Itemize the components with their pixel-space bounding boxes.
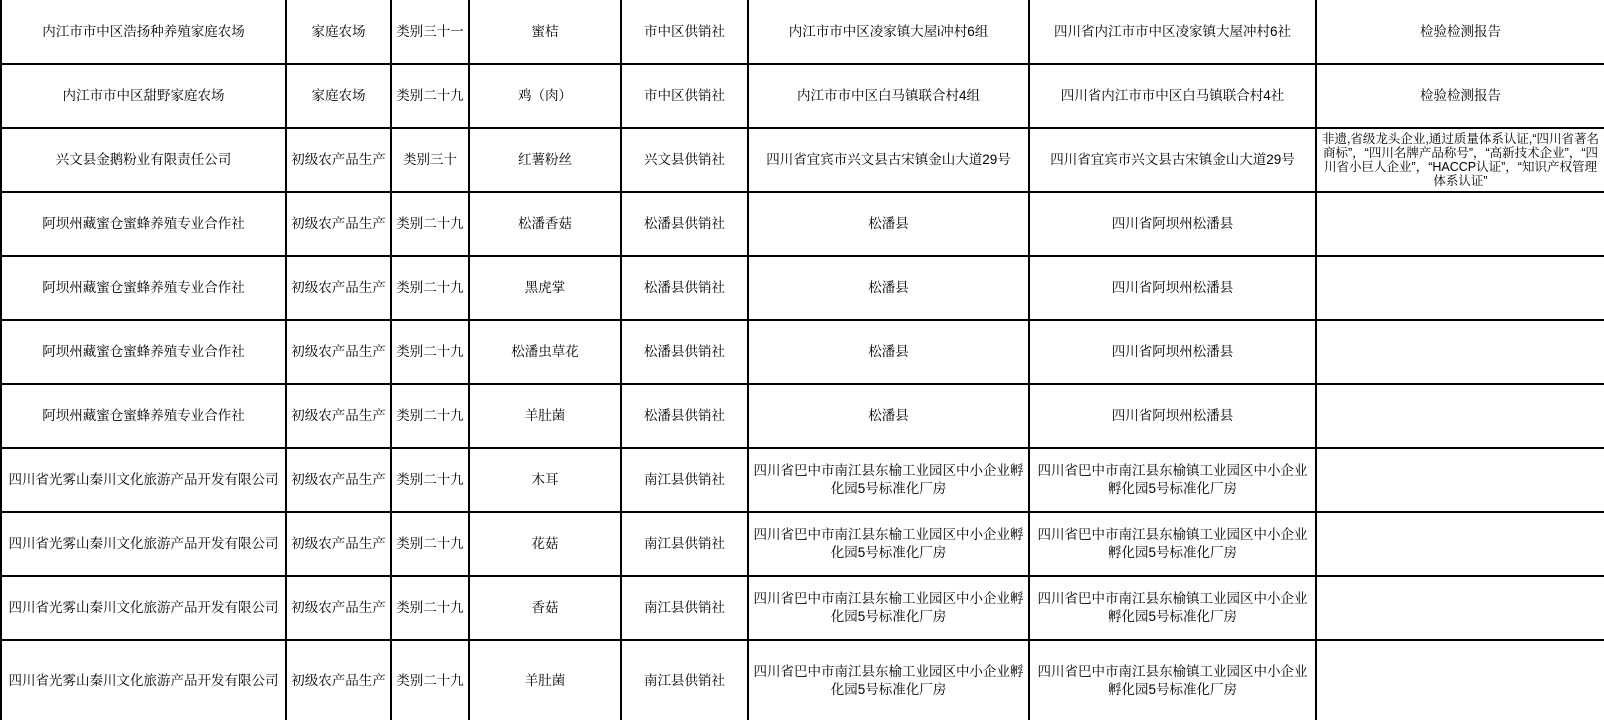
cell-product-name: 香菇 bbox=[469, 576, 621, 640]
cell-producer-type: 家庭农场 bbox=[286, 0, 391, 64]
cell-product-name: 蜜桔 bbox=[469, 0, 621, 64]
cell-production-address: 四川省巴中市南江县东榆工业园区中小企业孵化园5号标准化厂房 bbox=[748, 640, 1029, 720]
cell-producer-type: 初级农产品生产 bbox=[286, 640, 391, 720]
cell-product-name: 鸡（肉） bbox=[469, 64, 621, 128]
table-body bbox=[1, 0, 1604, 720]
cell-product-name: 红薯粉丝 bbox=[469, 128, 621, 192]
table-row bbox=[1, 256, 1604, 320]
cell-registered-address: 四川省巴中市南江县东榆镇工业园区中小企业孵化园5号标准化厂房 bbox=[1029, 448, 1316, 512]
cell-remarks bbox=[1316, 512, 1604, 576]
cell-remarks bbox=[1316, 448, 1604, 512]
cell-category: 类别二十九 bbox=[391, 448, 469, 512]
cell-category: 类别二十九 bbox=[391, 384, 469, 448]
cell-remarks bbox=[1316, 576, 1604, 640]
cell-cooperative: 南江县供销社 bbox=[621, 640, 748, 720]
cell-product-name: 松潘香菇 bbox=[469, 192, 621, 256]
cell-cooperative: 松潘县供销社 bbox=[621, 320, 748, 384]
cell-remarks bbox=[1316, 320, 1604, 384]
cell-company-name: 内江市市中区甜野家庭农场 bbox=[1, 64, 286, 128]
cell-remarks bbox=[1316, 192, 1604, 256]
cell-production-address: 松潘县 bbox=[748, 384, 1029, 448]
table-row bbox=[1, 64, 1604, 128]
cell-production-address: 松潘县 bbox=[748, 320, 1029, 384]
cell-cooperative: 南江县供销社 bbox=[621, 448, 748, 512]
cell-cooperative: 兴文县供销社 bbox=[621, 128, 748, 192]
cell-product-name: 黑虎掌 bbox=[469, 256, 621, 320]
cell-registered-address: 四川省阿坝州松潘县 bbox=[1029, 320, 1316, 384]
cell-cooperative: 市中区供销社 bbox=[621, 0, 748, 64]
cell-product-name: 花菇 bbox=[469, 512, 621, 576]
cell-remarks bbox=[1316, 256, 1604, 320]
cell-producer-type: 初级农产品生产 bbox=[286, 576, 391, 640]
cell-producer-type: 初级农产品生产 bbox=[286, 512, 391, 576]
table-row bbox=[1, 512, 1604, 576]
cell-company-name: 阿坝州藏蜜仓蜜蜂养殖专业合作社 bbox=[1, 384, 286, 448]
cell-registered-address: 四川省巴中市南江县东榆镇工业园区中小企业孵化园5号标准化厂房 bbox=[1029, 576, 1316, 640]
cell-production-address: 内江市市中区白马镇联合村4组 bbox=[748, 64, 1029, 128]
table-row bbox=[1, 448, 1604, 512]
cell-company-name: 四川省光雾山秦川文化旅游产品开发有限公司 bbox=[1, 512, 286, 576]
cell-production-address: 四川省宜宾市兴文县古宋镇金山大道29号 bbox=[748, 128, 1029, 192]
cell-registered-address: 四川省巴中市南江县东榆镇工业园区中小企业孵化园5号标准化厂房 bbox=[1029, 640, 1316, 720]
cell-category: 类别二十九 bbox=[391, 192, 469, 256]
cell-registered-address: 四川省阿坝州松潘县 bbox=[1029, 192, 1316, 256]
cell-producer-type: 初级农产品生产 bbox=[286, 128, 391, 192]
cell-company-name: 四川省光雾山秦川文化旅游产品开发有限公司 bbox=[1, 448, 286, 512]
cell-registered-address: 四川省阿坝州松潘县 bbox=[1029, 384, 1316, 448]
cell-company-name: 兴文县金鹅粉业有限责任公司 bbox=[1, 128, 286, 192]
cell-producer-type: 初级农产品生产 bbox=[286, 320, 391, 384]
cell-producer-type: 家庭农场 bbox=[286, 64, 391, 128]
table-row bbox=[1, 384, 1604, 448]
table-row bbox=[1, 320, 1604, 384]
cell-category: 类别二十九 bbox=[391, 320, 469, 384]
cell-category: 类别三十 bbox=[391, 128, 469, 192]
cell-registered-address: 四川省巴中市南江县东榆镇工业园区中小企业孵化园5号标准化厂房 bbox=[1029, 512, 1316, 576]
cell-company-name: 四川省光雾山秦川文化旅游产品开发有限公司 bbox=[1, 576, 286, 640]
table-row bbox=[1, 640, 1604, 720]
cell-category: 类别二十九 bbox=[391, 576, 469, 640]
cell-remarks bbox=[1316, 640, 1604, 720]
cell-product-name: 木耳 bbox=[469, 448, 621, 512]
cell-category: 类别三十一 bbox=[391, 0, 469, 64]
table-row bbox=[1, 576, 1604, 640]
cell-remarks: 检验检测报告 bbox=[1316, 0, 1604, 64]
cell-company-name: 阿坝州藏蜜仓蜜蜂养殖专业合作社 bbox=[1, 256, 286, 320]
cell-company-name: 四川省光雾山秦川文化旅游产品开发有限公司 bbox=[1, 640, 286, 720]
cell-category: 类别二十九 bbox=[391, 256, 469, 320]
cell-company-name: 阿坝州藏蜜仓蜜蜂养殖专业合作社 bbox=[1, 320, 286, 384]
cell-production-address: 松潘县 bbox=[748, 192, 1029, 256]
cell-producer-type: 初级农产品生产 bbox=[286, 384, 391, 448]
cell-producer-type: 初级农产品生产 bbox=[286, 256, 391, 320]
table-row bbox=[1, 0, 1604, 64]
cell-company-name: 内江市市中区浩扬种养殖家庭农场 bbox=[1, 0, 286, 64]
cell-cooperative: 南江县供销社 bbox=[621, 576, 748, 640]
cell-product-name: 羊肚菌 bbox=[469, 384, 621, 448]
cell-producer-type: 初级农产品生产 bbox=[286, 192, 391, 256]
cell-production-address: 松潘县 bbox=[748, 256, 1029, 320]
cell-cooperative: 松潘县供销社 bbox=[621, 192, 748, 256]
table-row bbox=[1, 192, 1604, 256]
cell-cooperative: 松潘县供销社 bbox=[621, 256, 748, 320]
cell-production-address: 内江市市中区凌家镇大屋i冲村6组 bbox=[748, 0, 1029, 64]
cell-cooperative: 市中区供销社 bbox=[621, 64, 748, 128]
cell-registered-address: 四川省阿坝州松潘县 bbox=[1029, 256, 1316, 320]
cell-product-name: 羊肚菌 bbox=[469, 640, 621, 720]
cell-remarks: 检验检测报告 bbox=[1316, 64, 1604, 128]
cell-category: 类别二十九 bbox=[391, 640, 469, 720]
table-row bbox=[1, 128, 1604, 192]
cell-company-name: 阿坝州藏蜜仓蜜蜂养殖专业合作社 bbox=[1, 192, 286, 256]
cell-production-address: 四川省巴中市南江县东榆工业园区中小企业孵化园5号标准化厂房 bbox=[748, 576, 1029, 640]
cell-registered-address: 四川省内江市市中区凌家镇大屋冲村6社 bbox=[1029, 0, 1316, 64]
cell-remarks bbox=[1316, 384, 1604, 448]
cell-product-name: 松潘虫草花 bbox=[469, 320, 621, 384]
cell-registered-address: 四川省内江市市中区白马镇联合村4社 bbox=[1029, 64, 1316, 128]
cell-category: 类别二十九 bbox=[391, 64, 469, 128]
cell-production-address: 四川省巴中市南江县东榆工业园区中小企业孵化园5号标准化厂房 bbox=[748, 448, 1029, 512]
cell-production-address: 四川省巴中市南江县东榆工业园区中小企业孵化园5号标准化厂房 bbox=[748, 512, 1029, 576]
cell-remarks: 非遗,省级龙头企业,通过质量体系认证,“四川省著名商标”，“四川名牌产品称号”，“高新技术企业”，“四川省小巨人企业”，“HACCP认证”，“知识产权管理体系认证” bbox=[1316, 128, 1604, 192]
cell-cooperative: 南江县供销社 bbox=[621, 512, 748, 576]
cell-cooperative: 松潘县供销社 bbox=[621, 384, 748, 448]
cell-registered-address: 四川省宜宾市兴文县古宋镇金山大道29号 bbox=[1029, 128, 1316, 192]
cell-category: 类别二十九 bbox=[391, 512, 469, 576]
cell-producer-type: 初级农产品生产 bbox=[286, 448, 391, 512]
